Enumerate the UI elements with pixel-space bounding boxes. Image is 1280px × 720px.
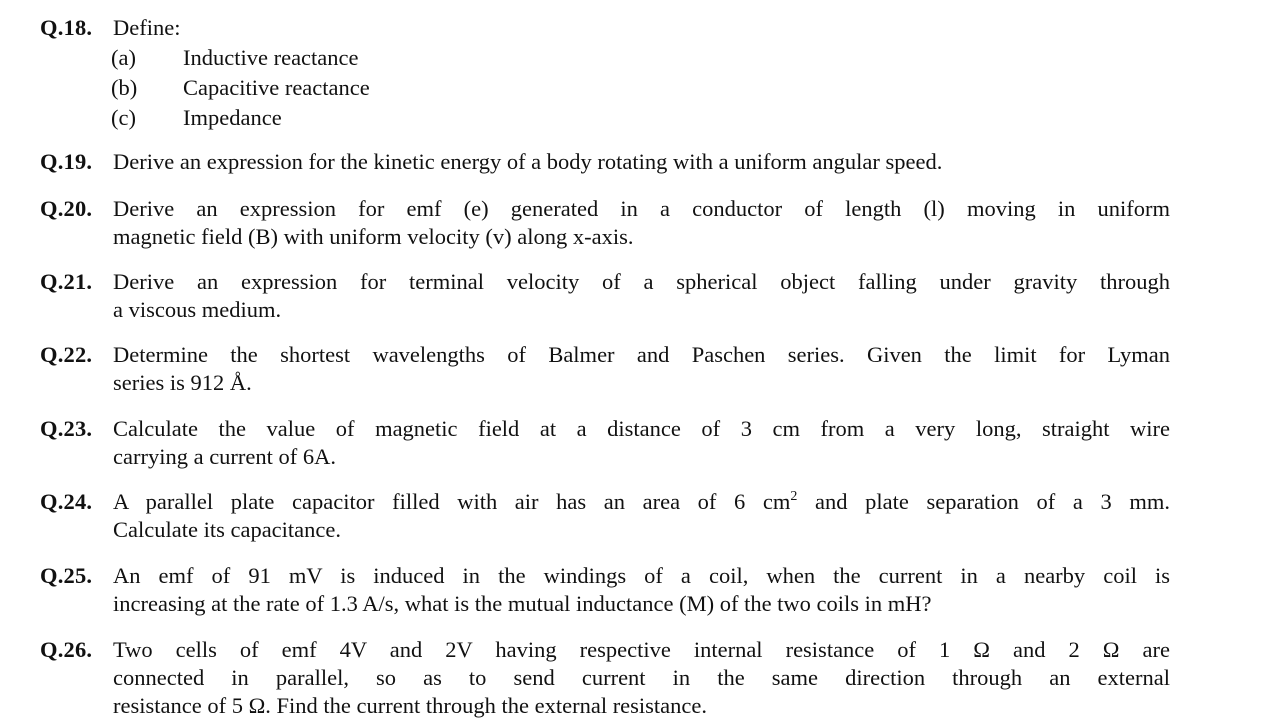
question-text (113, 636, 1170, 720)
question-text (113, 562, 1170, 618)
question-21 (40, 268, 1170, 324)
question-line: resistance of 5 Ω. Find the current through the external resistance. (113, 693, 708, 718)
question-text (113, 488, 1170, 544)
question-line: series is 912 Å. (113, 370, 252, 395)
question-line: carrying a current of 6A. (113, 444, 337, 469)
question-25 (40, 562, 1170, 618)
question-text (113, 148, 1170, 176)
question-number: Q.19. (40, 149, 93, 174)
question-text (113, 268, 1170, 324)
subitem-label: (c) (111, 105, 136, 130)
question-number: Q.20. (40, 196, 93, 221)
question-20 (40, 195, 1170, 251)
question-number: Q.18. (40, 15, 93, 40)
question-number: Q.25. (40, 563, 93, 588)
subitem-c (111, 104, 511, 132)
question-line (113, 488, 1170, 516)
question-23 (40, 415, 1170, 471)
question-line: Derive an expression for the kinetic energy of a body rotating with a uniform angular speed. (113, 149, 943, 174)
question-text (113, 415, 1170, 471)
question-number: Q.24. (40, 489, 93, 514)
question-line: Derive an expression for terminal velocity of a spherical object falling under gravity through (113, 269, 1170, 294)
subitem-label: (b) (111, 75, 138, 100)
question-18 (40, 14, 1170, 42)
question-text (113, 341, 1170, 397)
question-19 (40, 148, 1170, 176)
question-line: Calculate its capacitance. (113, 517, 341, 542)
question-text: Define: (113, 15, 181, 40)
question-22 (40, 341, 1170, 397)
subitem-a (111, 44, 511, 72)
question-line-part: A parallel plate capacitor filled with air has an area of 6 cm (113, 489, 791, 514)
subitem-label: (a) (111, 45, 136, 70)
question-text (113, 195, 1170, 251)
question-number: Q.22. (40, 342, 93, 367)
question-line: Determine the shortest wavelengths of Balmer and Paschen series. Given the limit for Lyman (113, 342, 1170, 367)
question-line: An emf of 91 mV is induced in the windings of a coil, when the current in a nearby coil is (113, 563, 1170, 588)
question-line-part: and plate separation of a 3 mm. (797, 489, 1170, 514)
question-line: Two cells of emf 4V and 2V having respective internal resistance of 1 Ω and 2 Ω are (113, 637, 1170, 662)
question-26 (40, 636, 1170, 720)
question-number: Q.21. (40, 269, 93, 294)
subitem-text: Capacitive reactance (183, 75, 370, 100)
question-number: Q.26. (40, 637, 93, 662)
question-number: Q.23. (40, 416, 93, 441)
subitem-text: Inductive reactance (183, 45, 359, 70)
question-line: increasing at the rate of 1.3 A/s, what is the mutual inductance (M) of the two coils in mH? (113, 591, 932, 616)
subitem-b (111, 74, 511, 102)
question-line: magnetic field (B) with uniform velocity (v) along x-axis. (113, 224, 634, 249)
question-line: a viscous medium. (113, 297, 282, 322)
superscript: 2 (790, 489, 798, 504)
question-24 (40, 488, 1170, 544)
question-line: Derive an expression for emf (e) generated in a conductor of length (l) moving in uniform (113, 196, 1170, 221)
question-line: connected in parallel, so as to send current in the same direction through an external (113, 665, 1170, 690)
subitem-text: Impedance (183, 105, 282, 130)
question-line: Calculate the value of magnetic field at a distance of 3 cm from a very long, straight wire (113, 416, 1170, 441)
